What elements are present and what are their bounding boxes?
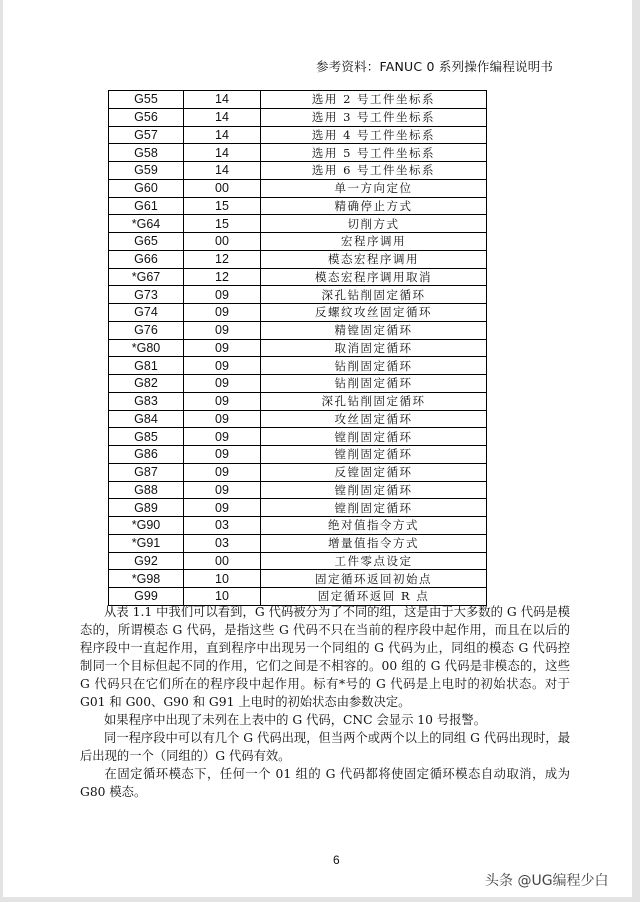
group-cell: 09 — [184, 463, 261, 481]
paragraph-2 — [80, 711, 570, 729]
table-row — [109, 126, 487, 144]
group-cell: 15 — [184, 197, 261, 215]
function-cell: 选用 4 号工件坐标系 — [261, 126, 487, 144]
g-code-cell: G73 — [109, 286, 184, 304]
group-cell: 03 — [184, 534, 261, 552]
table-row — [109, 162, 487, 180]
g-code-cell: G92 — [109, 552, 184, 570]
table-row — [109, 552, 487, 570]
g-code-cell: G74 — [109, 304, 184, 322]
table-row — [109, 481, 487, 499]
function-cell: 钻削固定循环 — [261, 375, 487, 393]
group-cell: 14 — [184, 91, 261, 109]
g-code-cell: G89 — [109, 499, 184, 517]
table-row — [109, 233, 487, 251]
group-cell: 09 — [184, 428, 261, 446]
function-cell: 增量值指令方式 — [261, 534, 487, 552]
function-cell: 镗削固定循环 — [261, 481, 487, 499]
function-cell: 模态宏程序调用取消 — [261, 268, 487, 286]
g-code-cell: G65 — [109, 233, 184, 251]
g-code-cell: G55 — [109, 91, 184, 109]
g-code-cell: G60 — [109, 179, 184, 197]
function-cell: 单一方向定位 — [261, 179, 487, 197]
group-cell: 09 — [184, 499, 261, 517]
function-cell: 镗削固定循环 — [261, 446, 487, 464]
group-cell: 00 — [184, 552, 261, 570]
group-cell: 00 — [184, 233, 261, 251]
g-code-cell: G57 — [109, 126, 184, 144]
g-code-cell: *G98 — [109, 570, 184, 588]
table-row — [109, 499, 487, 517]
g-code-cell: G76 — [109, 321, 184, 339]
table-row — [109, 357, 487, 375]
function-cell: 工件零点设定 — [261, 552, 487, 570]
function-cell: 深孔钻削固定循环 — [261, 286, 487, 304]
table-row — [109, 517, 487, 535]
g-code-cell: G88 — [109, 481, 184, 499]
group-cell: 09 — [184, 392, 261, 410]
table-row — [109, 375, 487, 393]
group-cell: 14 — [184, 126, 261, 144]
g-code-cell: *G80 — [109, 339, 184, 357]
group-cell: 03 — [184, 517, 261, 535]
paragraph-text: 在固定循环模态下，任何一个 01 组的 G 代码都将使固定循环模态自动取消，成为 G80 模态。 — [80, 767, 570, 799]
paragraph-1 — [80, 603, 570, 711]
function-cell: 固定循环返回 R 点 — [261, 588, 487, 606]
function-cell: 镗削固定循环 — [261, 428, 487, 446]
table-row — [109, 339, 487, 357]
function-cell: 选用 3 号工件坐标系 — [261, 108, 487, 126]
document-page — [3, 0, 632, 897]
watermark: 头条 @UG编程少白 — [485, 873, 609, 889]
g-code-cell: G99 — [109, 588, 184, 606]
page-number: 6 — [333, 853, 340, 867]
table-row — [109, 321, 487, 339]
group-cell: 14 — [184, 162, 261, 180]
group-cell: 10 — [184, 588, 261, 606]
group-cell: 09 — [184, 357, 261, 375]
group-cell: 12 — [184, 250, 261, 268]
table-row — [109, 570, 487, 588]
g-code-cell: G81 — [109, 357, 184, 375]
paragraph-text: 同一程序段中可以有几个 G 代码出现，但当两个或两个以上的同组 G 代码出现时，最后出现的一个（同组的）G 代码有效。 — [80, 731, 570, 763]
table-row — [109, 304, 487, 322]
table-row — [109, 268, 487, 286]
g-code-cell: G59 — [109, 162, 184, 180]
group-cell: 09 — [184, 410, 261, 428]
table-row — [109, 446, 487, 464]
g-code-cell: G66 — [109, 250, 184, 268]
group-cell: 09 — [184, 286, 261, 304]
table-row — [109, 108, 487, 126]
g-code-cell: *G64 — [109, 215, 184, 233]
table-row — [109, 534, 487, 552]
group-cell: 09 — [184, 321, 261, 339]
function-cell: 攻丝固定循环 — [261, 410, 487, 428]
paragraph-text: 如果程序中出现了未列在上表中的 G 代码，CNC 会显示 10 号报警。 — [104, 713, 487, 727]
table-row — [109, 428, 487, 446]
table-row — [109, 250, 487, 268]
group-cell: 15 — [184, 215, 261, 233]
group-cell: 09 — [184, 339, 261, 357]
page-header: 参考资料：FANUC 0 系列操作编程说明书 — [316, 59, 554, 74]
g-code-cell: *G90 — [109, 517, 184, 535]
group-cell: 09 — [184, 304, 261, 322]
g-code-cell: G58 — [109, 144, 184, 162]
function-cell: 固定循环返回初始点 — [261, 570, 487, 588]
table-row — [109, 179, 487, 197]
g-code-cell: G83 — [109, 392, 184, 410]
g-code-cell: *G67 — [109, 268, 184, 286]
table-row — [109, 410, 487, 428]
paragraph-4 — [80, 765, 570, 801]
group-cell: 12 — [184, 268, 261, 286]
group-cell: 09 — [184, 446, 261, 464]
g-code-cell: *G91 — [109, 534, 184, 552]
g-code-cell: G86 — [109, 446, 184, 464]
group-cell: 09 — [184, 375, 261, 393]
function-cell: 精确停止方式 — [261, 197, 487, 215]
function-cell: 模态宏程序调用 — [261, 250, 487, 268]
function-cell: 取消固定循环 — [261, 339, 487, 357]
function-cell: 镗削固定循环 — [261, 499, 487, 517]
function-cell: 选用 5 号工件坐标系 — [261, 144, 487, 162]
function-cell: 选用 2 号工件坐标系 — [261, 91, 487, 109]
function-cell: 精镗固定循环 — [261, 321, 487, 339]
group-cell: 14 — [184, 108, 261, 126]
g-code-table — [108, 90, 487, 606]
function-cell: 选用 6 号工件坐标系 — [261, 162, 487, 180]
table-row — [109, 197, 487, 215]
table-row — [109, 463, 487, 481]
g-code-cell: G56 — [109, 108, 184, 126]
group-cell: 10 — [184, 570, 261, 588]
function-cell: 绝对值指令方式 — [261, 517, 487, 535]
table-row — [109, 144, 487, 162]
paragraph-3 — [80, 729, 570, 765]
function-cell: 反镗固定循环 — [261, 463, 487, 481]
g-code-cell: G84 — [109, 410, 184, 428]
function-cell: 宏程序调用 — [261, 233, 487, 251]
paragraph-text: 从表 1.1 中我们可以看到，G 代码被分为了不同的组，这是由于大多数的 G 代码是模态的，所谓模态 G 代码，是指这些 G 代码不只在当前的程序段中起作用，而且在以后的程序段中一直起作用，直到程序中出现另一个同组的 G 代码为止，同组的模态 G 代码控制同一个目标但起不同的作用，它们之间是不相容的。00 组的 G 代码是非模态的，这些 G 代码只在它们所在的程序段中起作用。标有*号的 G 代码是上电时的初始状态。对于 G01 和 G00、G90 和 G91 上电时的初始状态由参数决定。 — [80, 605, 570, 709]
g-code-cell: G85 — [109, 428, 184, 446]
function-cell: 切削方式 — [261, 215, 487, 233]
table-row — [109, 215, 487, 233]
group-cell: 14 — [184, 144, 261, 162]
table-row — [109, 392, 487, 410]
function-cell: 深孔钻削固定循环 — [261, 392, 487, 410]
function-cell: 钻削固定循环 — [261, 357, 487, 375]
function-cell: 反螺纹攻丝固定循环 — [261, 304, 487, 322]
group-cell: 09 — [184, 481, 261, 499]
table-row — [109, 286, 487, 304]
g-code-cell: G87 — [109, 463, 184, 481]
g-code-cell: G82 — [109, 375, 184, 393]
group-cell: 00 — [184, 179, 261, 197]
table-row — [109, 91, 487, 109]
g-code-cell: G61 — [109, 197, 184, 215]
